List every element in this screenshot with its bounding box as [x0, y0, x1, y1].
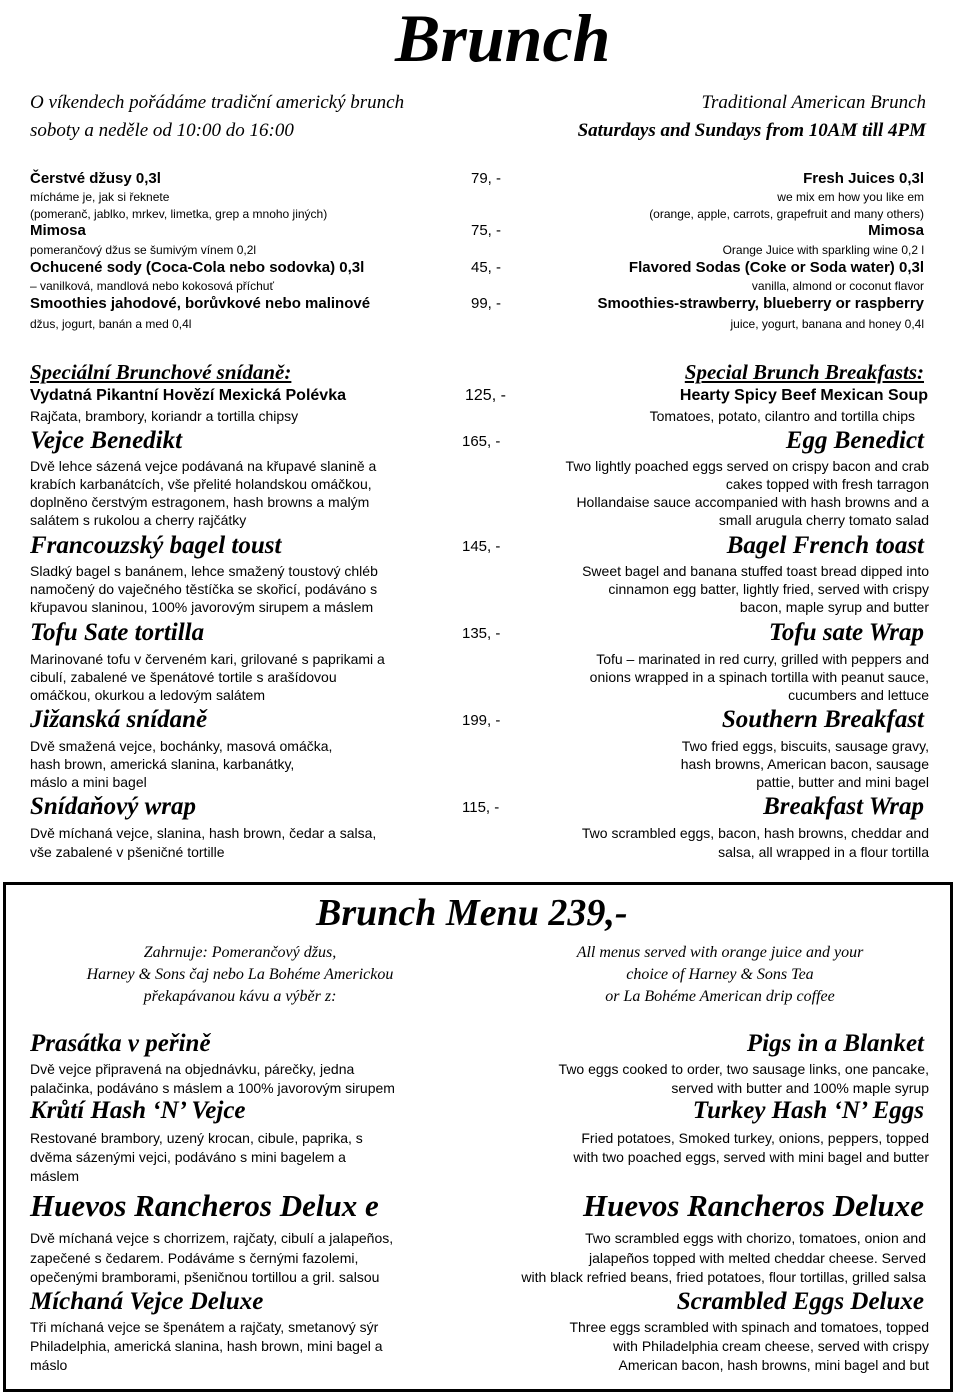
dish-name-cz: Snídaňový wrap: [30, 793, 197, 820]
menu-item-desc-en: served with butter and 100% maple syrup: [671, 1080, 929, 1096]
menu-item-desc-cz: máslem: [30, 1168, 80, 1184]
drink-name-cz: Čerstvé džusy 0,3l: [30, 170, 161, 187]
dish-desc-cz: doplněno čerstvým estragonem, hash browns a malým: [30, 494, 370, 510]
menu-item-desc-en: with Philadelphia cream cheese, served with crispy: [613, 1338, 929, 1354]
menu-item-desc-en: jalapeños topped with melted cheddar cheese. Served: [589, 1250, 926, 1266]
drink-name-en: Flavored Sodas (Coke or Soda water) 0,3l: [628, 259, 924, 276]
drink-desc-cz: mícháme je, jak si řeknete: [30, 190, 170, 204]
menu-item-name-cz: Huevos Rancheros Delux e: [30, 1188, 379, 1223]
soup-desc-cz: Rajčata, brambory, koriandr a tortilla chipsy: [30, 408, 299, 424]
dish-desc-cz: Dvě míchaná vejce, slanina, hash brown, čedar a salsa,: [30, 825, 377, 841]
header-en-line1: Traditional American Brunch: [701, 92, 926, 113]
dish-name-en: Egg Benedict: [785, 427, 924, 454]
dish-name-cz: Jižanská snídaně: [30, 706, 208, 733]
dish-desc-cz: cibulí, zabalené ve špenátové tortile s arašídovou: [30, 669, 337, 685]
dish-name-en: Bagel French toast: [726, 532, 924, 559]
menu-item-desc-cz: Dvě vejce připravená na objednávku, párečky, jedna: [30, 1061, 355, 1077]
dish-desc-en: hash browns, American bacon, sausage: [680, 756, 929, 772]
intro-line: překapávanou kávu a výběr z:: [143, 988, 337, 1005]
drink-name-en: Fresh Juices 0,3l: [803, 170, 924, 187]
drink-desc-cz: džus, jogurt, banán a med 0,4l: [30, 317, 192, 331]
menu-item-name-cz: Krůtí Hash ‘N’ Vejce: [30, 1097, 246, 1124]
menu-item-desc-cz: Restované brambory, uzený krocan, cibule, paprika, s: [30, 1130, 363, 1146]
dish-name-en: Tofu sate Wrap: [768, 619, 924, 646]
drink-price: 75, -: [471, 222, 502, 239]
menu-item-desc-en: with black refried beans, fried potatoes, flour tortillas, grilled salsa: [521, 1269, 926, 1285]
dish-desc-cz: hash brown, americká slanina, karbanátky,: [30, 756, 295, 772]
dish-desc-cz: Dvě smažená vejce, bochánky, masová omáčka,: [30, 738, 333, 754]
dish-desc-en: cucumbers and lettuce: [788, 687, 929, 703]
dish-desc-en: Two scrambled eggs, bacon, hash browns, cheddar and: [581, 825, 929, 841]
menu-item-desc-cz: zapečené s čedarem. Podáváme s černými fazolemi,: [30, 1250, 359, 1266]
drink-name-cz: Ochucené sody (Coca-Cola nebo sodovka) 0,3l: [30, 259, 365, 276]
soup-name-cz: Vydatná Pikantní Hovězí Mexická Polévka: [30, 387, 346, 404]
header-cz-line2: soboty a neděle od 10:00 do 16:00: [30, 120, 294, 141]
drink-name-en: Mimosa: [868, 222, 924, 239]
drink-desc-en: vanilla, almond or coconut flavor: [751, 279, 924, 293]
dish-desc-cz: Dvě lehce sázená vejce podávaná na křupavé slanině a: [30, 458, 377, 474]
drink-price: 79, -: [471, 170, 502, 187]
dish-desc-cz: namočený do vaječného těstíčka se skořicí, podáváno s: [30, 581, 378, 597]
dish-price: 135, -: [462, 625, 501, 642]
menu-item-desc-cz: palačinka, podáváno s máslem a 100% javorovým sirupem: [30, 1080, 395, 1096]
header-en-line2: Saturdays and Sundays from 10AM till 4PM: [577, 120, 926, 141]
dish-name-cz: Tofu Sate tortilla: [30, 619, 205, 646]
soup-name-en: Hearty Spicy Beef Mexican Soup: [679, 387, 928, 404]
dish-desc-en: Tofu – marinated in red curry, grilled with peppers and: [596, 651, 929, 667]
menu-item-name-en: Huevos Rancheros Deluxe: [583, 1188, 924, 1223]
intro-line: choice of Harney & Sons Tea: [626, 966, 814, 983]
dish-desc-cz: Sladký bagel s banánem, lehce smažený toustový chléb: [30, 563, 378, 579]
dish-desc-en: pattie, butter and mini bagel: [756, 774, 929, 790]
menu-item-desc-cz: Philadelphia, americká slanina, hash brown, mini bagel a: [30, 1338, 383, 1354]
menu-item-desc-en: Three eggs scrambled with spinach and tomatoes, topped: [569, 1319, 929, 1335]
dish-price: 115, -: [462, 799, 500, 816]
dish-price: 199, -: [462, 712, 501, 729]
drink-price: 45, -: [471, 259, 502, 276]
dish-desc-en: onions wrapped in a spinach tortilla with peanut sauce,: [589, 669, 929, 685]
dish-desc-cz: vše zabalené v pšeničné tortille: [30, 844, 225, 860]
drink-desc-en: (orange, apple, carrots, grapefruit and many others): [649, 207, 924, 221]
dish-name-en: Southern Breakfast: [721, 706, 924, 733]
header-cz-line1: O víkendech pořádáme tradiční americký brunch: [30, 92, 405, 113]
dish-desc-en: bacon, maple syrup and butter: [739, 599, 929, 615]
menu-item-desc-en: Fried potatoes, Smoked turkey, onions, peppers, topped: [581, 1130, 929, 1146]
dish-name-cz: Francouzský bagel toust: [30, 532, 282, 559]
dish-desc-en: Hollandaise sauce accompanied with hash browns and a: [576, 494, 929, 510]
soup-desc-en: Tomatoes, potato, cilantro and tortilla chips: [649, 408, 915, 424]
menu-intro-cz: [60, 942, 420, 1008]
dish-desc-cz: máslo a mini bagel: [30, 774, 147, 790]
intro-line: or La Bohéme American drip coffee: [605, 988, 835, 1005]
drink-price: 99, -: [471, 295, 502, 312]
menu-item-desc-cz: máslo: [30, 1357, 68, 1373]
dish-desc-en: small arugula cherry tomato salad: [718, 512, 929, 528]
drink-desc-cz: pomerančový džus se šumivým vínem 0,2l: [30, 243, 257, 257]
menu-item-desc-en: American bacon, hash browns, mini bagel and but: [618, 1357, 929, 1373]
menu-item-desc-cz: Tři míchaná vejce se špenátem a rajčaty, smetanový sýr: [30, 1319, 379, 1335]
intro-line: Harney & Sons čaj nebo La Bohéme Americkou: [86, 966, 394, 983]
dish-price: 165, -: [462, 433, 501, 450]
dish-desc-en: cakes topped with fresh tarragon: [725, 476, 929, 492]
menu-item-name-en: Scrambled Eggs Deluxe: [676, 1288, 924, 1315]
menu-box-title: Brunch Menu 239,-: [316, 892, 628, 934]
dish-desc-cz: krabích karbanátcích, vše přelité holandskou omáčkou,: [30, 476, 372, 492]
drink-desc-en: Orange Juice with sparkling wine 0,2 l: [722, 243, 924, 257]
dish-desc-cz: salátem s rukolou a cherry rajčátky: [30, 512, 247, 528]
dish-desc-en: Two lightly poached eggs served on crispy bacon and crab: [565, 458, 929, 474]
soup-price: 125, -: [465, 387, 506, 404]
menu-item-desc-en: Two eggs cooked to order, two sausage links, one pancake,: [558, 1061, 929, 1077]
dish-desc-en: Two fried eggs, biscuits, sausage gravy,: [681, 738, 929, 754]
drink-desc-en: we mix em how you like em: [777, 190, 924, 204]
intro-line: Zahrnuje: Pomerančový džus,: [143, 944, 337, 961]
intro-line: All menus served with orange juice and your: [576, 944, 864, 961]
dish-name-cz: Vejce Benedikt: [30, 427, 183, 454]
drink-desc-cz: – vanilková, mandlová nebo kokosová příchuť: [30, 279, 274, 293]
menu-item-desc-cz: dvěma sázenými vejci, podáváno s mini bagelem a: [30, 1149, 346, 1165]
menu-item-name-cz: Míchaná Vejce Deluxe: [30, 1288, 264, 1315]
dish-desc-en: cinnamon egg batter, lightly fried, served with crispy: [608, 581, 929, 597]
menu-item-desc-cz: Dvě míchaná vejce s chorrizem, rajčaty, cibulí a jalapeños,: [30, 1230, 394, 1246]
drink-name-cz: Mimosa: [30, 222, 86, 239]
dish-price: 145, -: [462, 538, 501, 555]
drink-desc-cz: (pomeranč, jablko, mrkev, limetka, grep a mnoho jiných): [30, 207, 328, 221]
drink-desc-en: juice, yogurt, banana and honey 0,4l: [730, 317, 924, 331]
dish-desc-en: Sweet bagel and banana stuffed toast bread dipped into: [582, 563, 929, 579]
page-title: Brunch: [395, 0, 611, 76]
menu-item-desc-en: with two poached eggs, served with mini bagel and butter: [573, 1149, 929, 1165]
menu-item-name-cz: Prasátka v peřině: [30, 1030, 211, 1057]
dish-desc-en: salsa, all wrapped in a flour tortilla: [718, 844, 929, 860]
dish-desc-cz: omáčkou, okurkou a ledovým salátem: [30, 687, 265, 703]
menu-intro-en: [540, 942, 900, 1008]
menu-item-name-en: Turkey Hash ‘N’ Eggs: [692, 1097, 924, 1124]
special-heading-en: Special Brunch Breakfasts:: [684, 360, 924, 384]
dish-desc-cz: Marinované tofu v červeném kari, grilované s paprikami a: [30, 651, 385, 667]
dish-desc-cz: křupavou slaninou, 100% javorovým sirupem a máslem: [30, 599, 374, 615]
menu-item-desc-cz: opečenými bramborami, pšeničnou tortillou a gril. salsou: [30, 1269, 380, 1285]
special-heading-cz: Speciální Brunchové snídaně:: [30, 360, 292, 384]
drink-name-cz: Smoothies jahodové, borůvkové nebo malinové: [30, 295, 371, 312]
menu-item-desc-en: Two scrambled eggs with chorizo, tomatoes, onion and: [585, 1230, 926, 1246]
drink-name-en: Smoothies-strawberry, blueberry or raspberry: [597, 295, 924, 312]
dish-name-en: Breakfast Wrap: [763, 793, 924, 820]
menu-item-name-en: Pigs in a Blanket: [746, 1030, 924, 1057]
